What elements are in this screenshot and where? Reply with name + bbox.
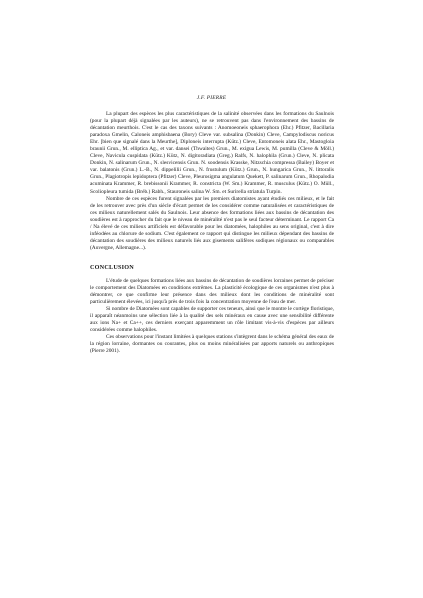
section-heading-conclusion: CONCLUSION [90, 263, 134, 271]
running-head: J.F. PIERRE [196, 95, 227, 101]
body-text [90, 111, 334, 355]
paragraph-conclusion-1: L'étude de quelques formations liées aux bassins de décantation de soudières lorraines permet de préciser le comportement des Diatomées en conditions extrêmes. La plasticité écologique de ces organismes n'est plus à démontrer, ce que confirme leur présence dans des milieux dont les conditions de minéralité sont particulièrement élevées, ici jusqu'à près de trois fois la concentration moyenne de l'eau de mer. [90, 277, 334, 306]
paragraph-taxa-list: La plupart des espèces les plus caractéristiques de la salinité observées dans les formations du Saulnois (pour la plupart déjà signalées par les auteurs), ne se retrouvent pas dans l'environnement des bassins de décantation meurthois. C'est le cas des taxons suivants : Anomoeoneis sphaerophora (Ehr.) Pfitzer, Bacillaria paradoxa Gmelin, Caloneis amphisbaena (Bory) Cleve var. subsalina (Donkin) Cleve, Campylodiscus noricus Ehr. [bien que signalé dans la Meurthe], Diploneis interrupta (Kütz.) Cleve, Entomoneis alata Ehr., Mastogloia braunii Grun., M. elliptica Ag., et var. dansei (Thwaites) Grun., M. exigua Lewis, M. pumilla (Cleve & Möll.) Cleve, Navicula cuspidata (Kütz.) Kütz, N. digitoradiata (Greg.) Ralfs, N. halophila (Grun.) Cleve, N. plicata Donkin, N. salinarum Grun., N. slesvicensis Grun. N. soodensis Krasske, Nitzschia compressa (Bailey) Boyer et var. balatonis (Grun.) L.-B., N. dippelilii Grun., N. frustulum (Kütz.) Grun., N. hungarica Grun., N. littoralis Grun., Plagiotropis lepidoptera (Pfitzer) Cleve, Pleurosigma angulatum Quekett, P. salinarum Grun., Rhopalodia acuminata Krammer, R. brebissonii Krammer, R. constricta (W. Sm.) Krammer, R. musculus (Kütz.) O. Müll., Scoliopleura tumida (Bréb.) Rabh., Stauroneis salina W. Sm. et Surirella striatula Turpin. [90, 111, 334, 195]
paragraph-discussion: Nombre de ces espèces furent signalées par les premiers diatomistes ayant étudiés ces milieux, et le fait de les retrouver avec près d'un siècle d'écart permet de les considérer comme naturalisées et caractéristiques de ces milieux naturellement salés du Saulnois. Leur absence des formations liées aux bassins de décantation des soudières est à rapprocher du fait que le niveau de minéralité n'est pas le seul facteur déterminant. Le rapport Ca / Na élevé de ces milieux artificiels est défavorable pour les diatomées, halophiles au sens original, c'est à dire inféodées au chlorure de sodium. C'est également ce rapport qui distingue les milieux dépendant des bassins de décantation des soudières des milieux naturels liés aux gisements salifères sodiques régionaux ou comparables (Auvergne, Allemagne...). [90, 195, 334, 251]
paragraph-conclusion-2: Si nombre de Diatomées sont capables de supporter ces teneurs, ainsi que le montre le cortège floristique, il apparaît néanmoins une sélection liée à la qualité des sels minéraux en cause avec une sensibilité différente aux ions Na+ et Ca++, ces derniers exerçant apparemment un rôle limitant vis-à-vis d'espèces par ailleurs considérées comme halophiles. [90, 306, 334, 334]
paragraph-conclusion-3: Ces observations pour l'instant limitées à quelques stations s'intègrent dans le schéma général des eaux de la région lorraine, dormantes ou courantes, plus ou moins minéralisées par apports naturels ou anthropiques (Pierre 2001). [90, 334, 334, 355]
